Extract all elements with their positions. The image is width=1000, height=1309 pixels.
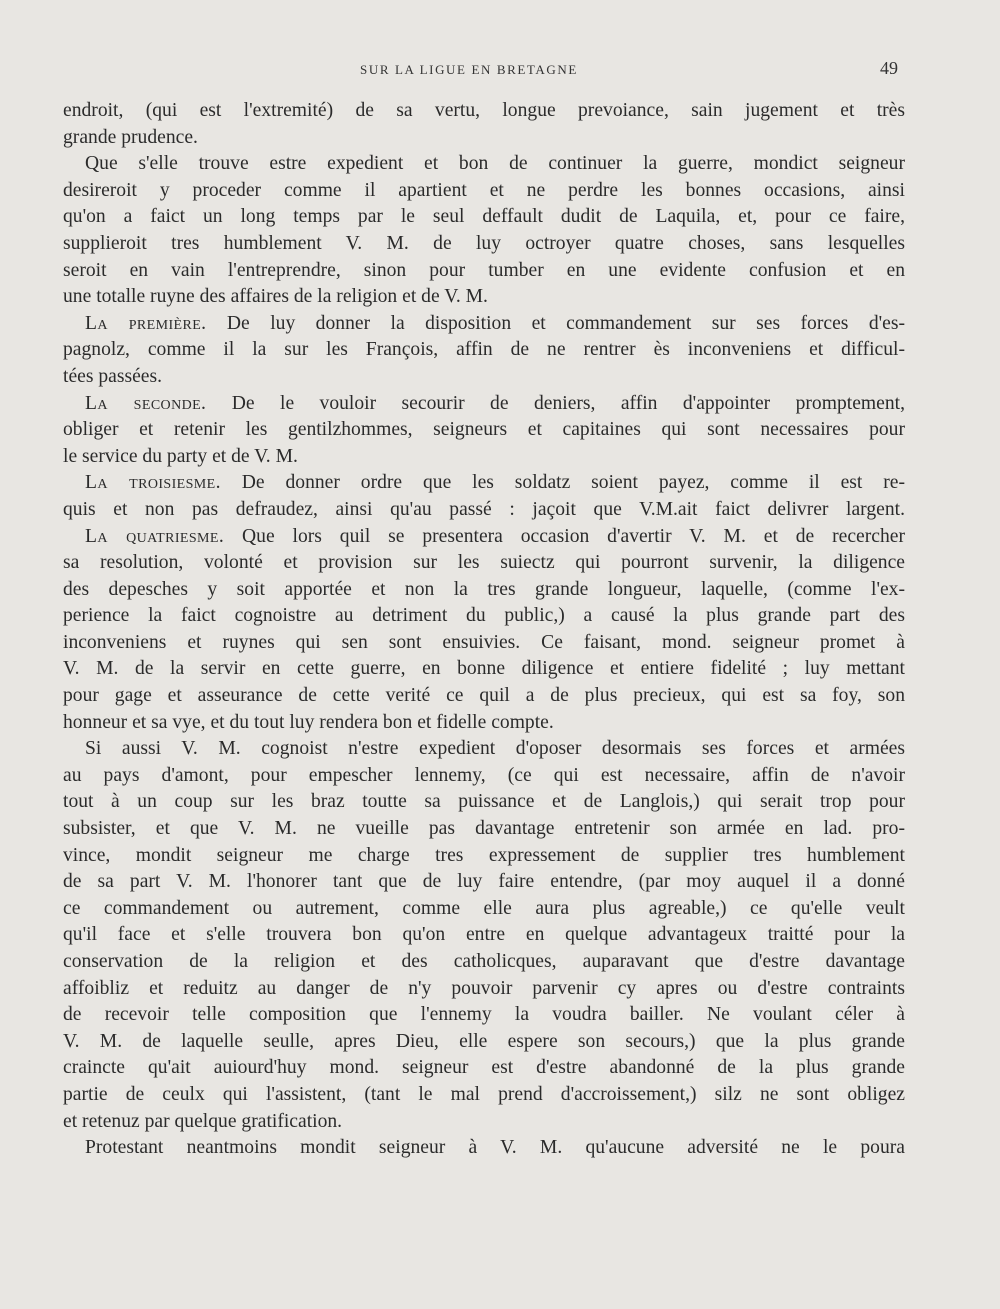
text-line: tout à un coup sur les braz toutte sa puissance et de Langlois,) qui serait trop pour [63, 791, 905, 813]
text-line: V. M. de laquelle seulle, apres Dieu, elle espere son secours,) que la plus grande [63, 1030, 905, 1052]
text-line: des depesches y soit apportée et non la tres grande longueur, laquelle, (comme l'ex- [63, 578, 905, 600]
text-line: de recevoir telle composition que l'ennemy la voudra bailler. Ne voulant céler à [63, 1004, 905, 1026]
section-label-first: La première. [85, 312, 207, 334]
text-line: tées passées. [63, 365, 163, 387]
text-line: une totalle ruyne des affaires de la religion et de V. M. [63, 286, 488, 308]
text-line: affoibliz et reduitz au danger de n'y pouvoir parvenir cy apres ou d'estre contraints [63, 977, 905, 999]
text-line: seroit en vain l'entreprendre, sinon pour tumber en une evidente confusion et en [63, 259, 905, 281]
text-line: pagnolz, comme il la sur les François, affin de ne rentrer ès inconveniens et difficul- [63, 339, 905, 361]
section-label-third: La troisiesme. [85, 472, 221, 494]
text-line: de sa part V. M. l'honorer tant que de luy faire entendre, (par moy auquel il a donné [63, 871, 905, 893]
body-text [63, 98, 905, 1162]
text-line: qu'il face et s'elle trouvera bon qu'on entre en quelque advantageux traitté pour la [63, 924, 905, 946]
text-line: inconveniens et ruynes qui sen sont ensuivies. Ce faisant, mond. seigneur promet à [63, 631, 905, 653]
text-line: subsister, et que V. M. ne vueille pas davantage entretenir son armée en lad. pro- [63, 818, 905, 840]
text-line: supplieroit tres humblement V. M. de luy octroyer quatre choses, sans lesquelles [63, 232, 905, 254]
text-line: quis et non pas defraudez, ainsi qu'au passé : jaçoit que V.M.ait faict delivrer largent. [63, 498, 905, 520]
text-line: Protestant neantmoins mondit seigneur à V. M. qu'aucune adversité ne le poura [85, 1137, 905, 1159]
text-line: De luy donner la disposition et commandement sur ses forces d'es- [226, 312, 906, 334]
text-line: ce commandement ou autrement, comme elle aura plus agreable,) ce qu'elle veult [63, 897, 905, 919]
text-line: V. M. de la servir en cette guerre, en bonne diligence et entiere fidelité ; luy mettant [63, 658, 905, 680]
text-line: Que lors quil se presentera occasion d'avertir V. M. et de recercher [242, 525, 905, 547]
text-line: le service du party et de V. M. [63, 445, 298, 467]
paragraph-first-line [63, 391, 905, 418]
paragraph-first-line [63, 311, 905, 338]
text-line: endroit, (qui est l'extremité) de sa vertu, longue prevoiance, sain jugement et très [63, 100, 905, 121]
paragraph-first-line [63, 524, 905, 551]
text-line: honneur et sa vye, et du tout luy rendera bon et fidelle compte. [63, 711, 554, 733]
section-label-second: La seconde. [85, 392, 207, 414]
text-line: perience la faict cognoistre au detriment du public,) a causé la plus grande part des [63, 605, 905, 627]
text-line: De donner ordre que les soldatz soient payez, comme il est re- [241, 472, 905, 494]
running-title: SUR LA LIGUE EN BRETAGNE [360, 62, 578, 77]
text-line: qu'on a faict un long temps par le seul deffault dudit de Laquila, et, pour ce faire, [63, 206, 905, 228]
text-line: craincte qu'ait auiourd'huy mond. seigneur est d'estre abandonné de la plus grande [63, 1057, 905, 1079]
text-line: sa resolution, volonté et provision sur les suiectz qui pourront survenir, la diligence [63, 552, 905, 574]
text-line: pour gage et asseurance de cette verité ce quil a de plus precieux, qui est sa foy, son [63, 685, 905, 707]
text-line: au pays d'amont, pour empescher lennemy, (ce qui est necessaire, affin de n'avoir [63, 764, 905, 786]
text-line: grande prudence. [63, 126, 198, 148]
section-label-fourth: La quatriesme. [85, 525, 225, 547]
text-line: partie de ceulx qui l'assistent, (tant le mal prend d'accroissement,) silz ne sont obligez [63, 1083, 905, 1105]
text-line: conservation de la religion et des catholicques, auparavant que d'estre davantage [63, 951, 905, 972]
text-line: obliger et retenir les gentilzhommes, seigneurs et capitaines qui sont necessaires pour [63, 419, 905, 441]
text-line: Si aussi V. M. cognoist n'estre expedient d'oposer desormais ses forces et armées [85, 738, 905, 760]
text-line: Que s'elle trouve estre expedient et bon de continuer la guerre, mondict seigneur [85, 153, 905, 175]
text-line: desireroit y proceder comme il apartient et ne perdre les bonnes occasions, ainsi [63, 179, 905, 201]
paragraph-first-line [63, 470, 905, 497]
page-number: 49 [880, 58, 898, 78]
text-line: et retenuz par quelque gratification. [63, 1110, 343, 1132]
text-line: vince, mondit seigneur me charge tres expressement de supplier tres humblement [63, 844, 905, 866]
text-line: De le vouloir secourir de deniers, affin d'appointer promptement, [231, 392, 905, 414]
